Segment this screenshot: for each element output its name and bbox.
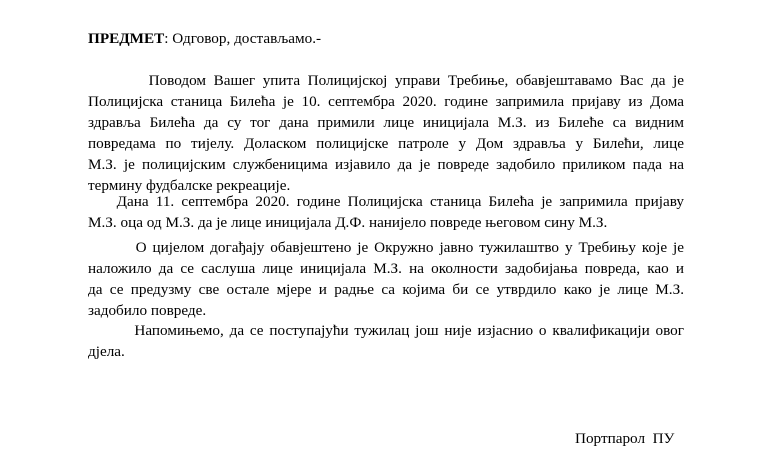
paragraph-line: здравља Билећа да су тог дана примили лице иницијала М.З. из Билеће са видним <box>88 114 684 131</box>
paragraph-line: да се предузму све остале мјере и радње са којима би се утврдило како је лице М.З. <box>88 281 684 298</box>
paragraph-line: задобило повреде. <box>88 302 207 319</box>
subject-line <box>88 29 321 49</box>
paragraph-line: Дана 11. септембра 2020. године Полицијска станица Билећа је запримила пријаву <box>88 193 684 210</box>
signature: Портпарол ПУ <box>575 430 675 447</box>
paragraph-line: Полицијска станица Билећа је 10. септембра 2020. године запримила пријаву из Дома <box>88 93 684 110</box>
paragraph-4 <box>88 320 684 362</box>
paragraph-3 <box>88 237 684 321</box>
paragraph-line: М.З. је полицијским службеницима изјавило да је повреде задобило приликом пада на <box>88 156 684 173</box>
paragraph-line: термину фудбалске рекреације. <box>88 177 291 194</box>
paragraph-line: Напомињемо, да се поступајући тужилац још није изјаснио о квалификацији овог <box>88 322 684 339</box>
paragraph-line: Поводом Вашег упита Полицијској управи Требиње, обавјештавамо Вас да је <box>88 72 684 89</box>
paragraph-2 <box>88 191 684 233</box>
paragraph-line: М.З. оца од М.З. да је лице иницијала Д.Ф. нанијело повреде његовом сину М.З. <box>88 214 608 231</box>
paragraph-line: повредама по тијелу. Доласком полицијске патроле у Дом здравља у Билећи, лице <box>88 135 684 152</box>
paragraph-line: дјела. <box>88 343 125 360</box>
subject-label: ПРЕДМЕТ <box>88 30 165 47</box>
paragraph-line: О цијелом догађају обавјештено је Окружно јавно тужилаштво у Требињу које је <box>88 239 684 256</box>
subject-text: : Одговор, достављамо.- <box>164 30 322 47</box>
paragraph-line: наложило да се саслуша лице иницијала М.З. на околности задобијања повреда, као и <box>88 260 684 277</box>
paragraph-1 <box>88 70 684 196</box>
